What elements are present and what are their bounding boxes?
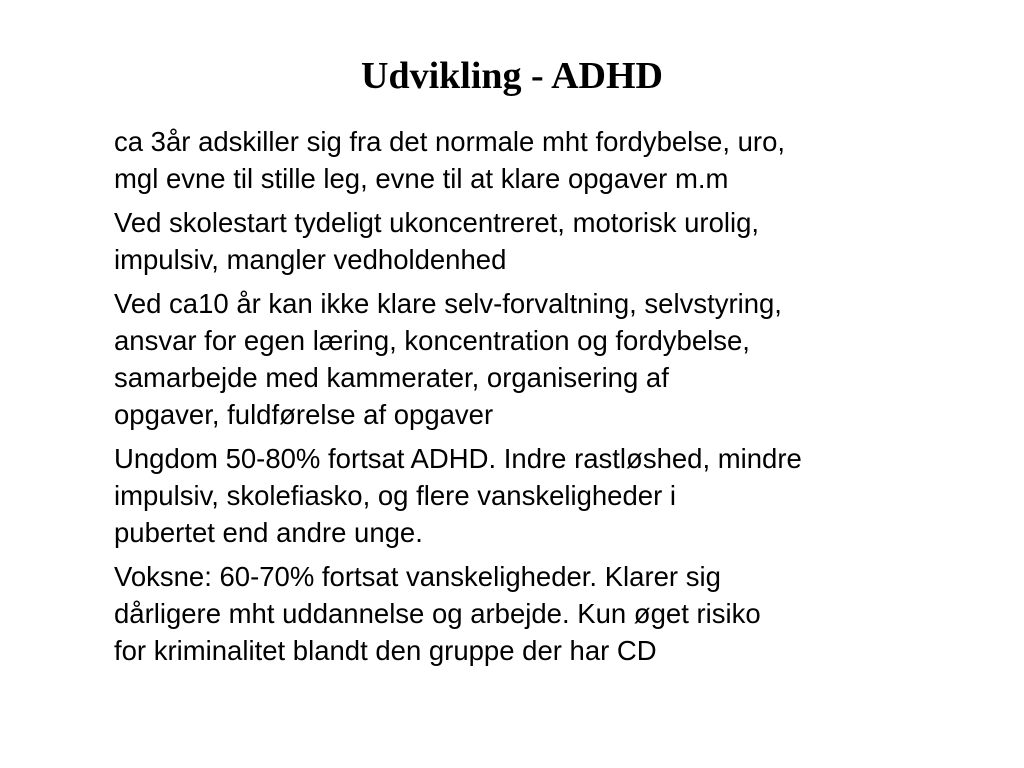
list-item-line: impulsiv, mangler vedholdenhed [114,244,507,275]
list-item [114,123,984,197]
list-item-line: opgaver, fuldførelse af opgaver [114,399,494,430]
list-item-line: samarbejde med kammerater, organisering af [114,362,669,393]
list-item [114,204,984,278]
list-item-line: Voksne: 60-70% fortsat vanskeligheder. Klarer sig [114,561,721,592]
list-item [114,440,984,551]
slide-title: Udvikling - ADHD [361,55,663,97]
list-item-line: pubertet end andre unge. [114,517,423,548]
list-item-line: Ungdom 50-80% fortsat ADHD. Indre rastløshed, mindre [114,443,802,474]
bullet-list [114,123,984,676]
list-item-line: ansvar for egen læring, koncentration og fordybelse, [114,325,750,356]
list-item-line: for kriminalitet blandt den gruppe der har CD [114,635,657,666]
list-item-line: impulsiv, skolefiasko, og flere vanskeligheder i [114,480,676,511]
list-item-line: mgl evne til stille leg, evne til at klare opgaver m.m [114,163,729,194]
list-item-line: Ved skolestart tydeligt ukoncentreret, motorisk urolig, [114,207,760,238]
list-item-line: ca 3år adskiller sig fra det normale mht fordybelse, uro, [114,126,785,157]
list-item-line: Ved ca10 år kan ikke klare selv-forvaltning, selvstyring, [114,288,782,319]
list-item [114,285,984,433]
list-item [114,558,984,669]
list-item-line: dårligere mht uddannelse og arbejde. Kun øget risiko [114,598,761,629]
